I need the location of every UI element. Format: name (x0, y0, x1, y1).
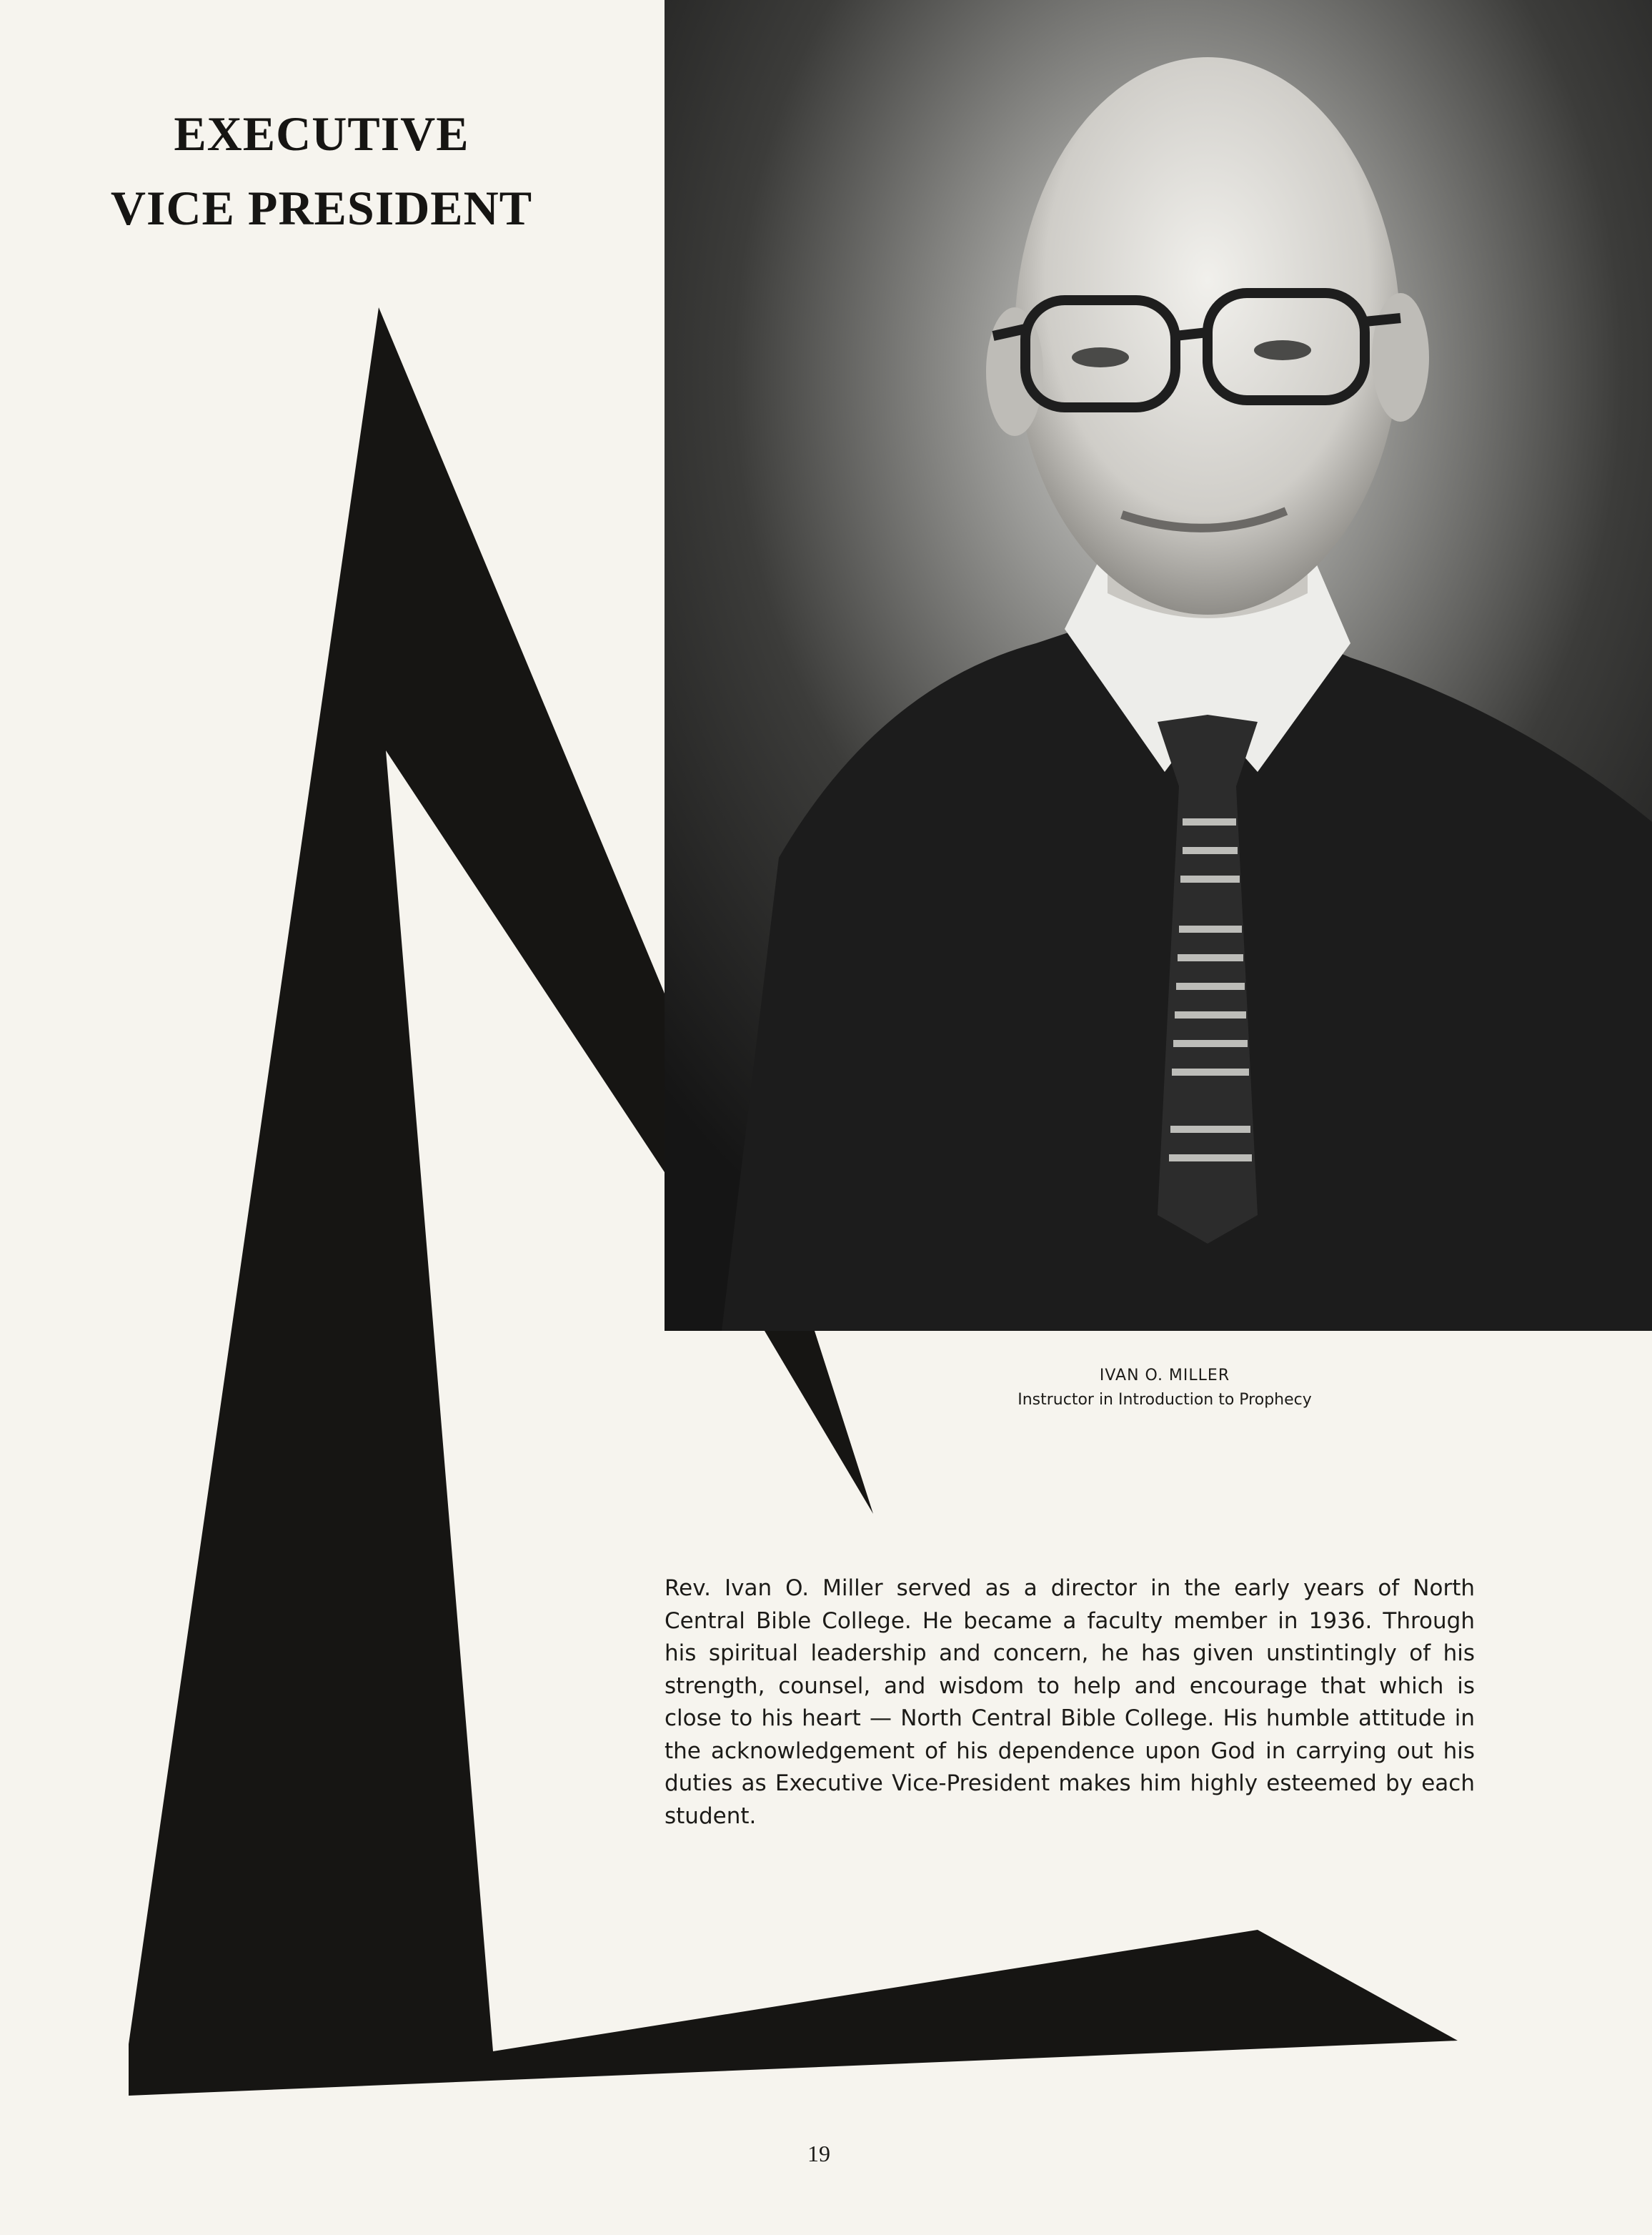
caption-role: Instructor in Introduction to Prophecy (1017, 1391, 1312, 1409)
title-line-1: EXECUTIVE (174, 106, 469, 161)
portrait-photo (665, 0, 1652, 1331)
caption-name: IVAN O. MILLER (1099, 1367, 1230, 1384)
biography-paragraph: Rev. Ivan O. Miller served as a director in the early years of North Central Bible College. He became a faculty member in 1936. Through his spiritual leadership and concern, he has given unstintingly of his strength, counsel, and wisdom to help and encourage that which is close to his heart — North Central Bible College. His humble attitude in the acknowledgement of his dependence upon God in carrying out his duties as Executive Vice-President makes him highly esteemed by each student. (665, 1575, 1475, 1829)
photo-caption (950, 1364, 1379, 1412)
title-line-2: VICE PRESIDENT (110, 181, 533, 235)
ornament-small-spike (765, 1331, 873, 1514)
page-number: 19 (807, 2141, 830, 2166)
